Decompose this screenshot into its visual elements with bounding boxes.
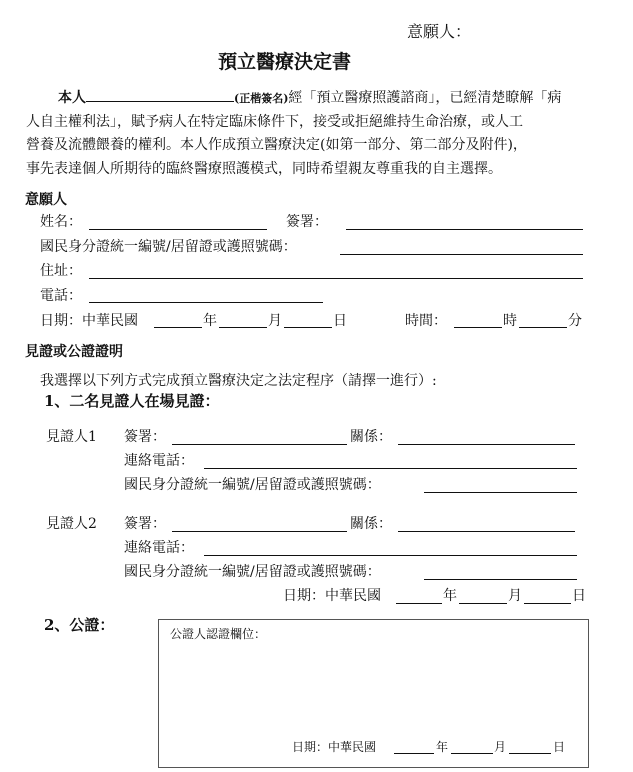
intro-paragraph	[26, 87, 608, 181]
phone-field[interactable]	[89, 302, 323, 303]
intro-line-1: 經「預立醫療照護諮商」，已經清楚瞭解「病	[288, 90, 562, 106]
witness-2-phone-label: 連絡電話：	[124, 540, 194, 556]
notary-box-label: 公證人認證欄位：	[170, 627, 267, 641]
witness-2-relation-label: 關係：	[350, 516, 392, 532]
name-label: 姓名：	[40, 214, 82, 230]
intro-line-4: 事先表達個人所期待的臨終醫療照護模式，同時希望親友尊重我的自主選擇。	[26, 160, 502, 177]
notary-day-field[interactable]	[509, 753, 551, 754]
witness-1-id-label: 國民身分證統一編號/居留證或護照號碼：	[124, 477, 381, 493]
notary-year-label: 年	[436, 740, 449, 754]
witness-2-phone-field[interactable]	[204, 555, 577, 556]
declarant-year-label: 年	[203, 313, 217, 329]
self-label: 本人	[58, 90, 86, 106]
witness-instruction: 我選擇以下列方式完成預立醫療決定之法定程序（請擇一進行）:	[40, 373, 437, 389]
witness-2-signature-label: 簽署：	[124, 516, 166, 532]
hour-field[interactable]	[454, 327, 502, 328]
name-field[interactable]	[89, 229, 267, 230]
signature-note: (正楷簽名)	[234, 92, 289, 105]
witness-1-phone-field[interactable]	[204, 468, 577, 469]
hour-label: 時	[503, 313, 517, 329]
minute-label: 分	[568, 313, 582, 329]
notary-year-field[interactable]	[394, 753, 434, 754]
witness-month-field[interactable]	[459, 603, 507, 604]
declarant-date-label: 日期：中華民國	[40, 313, 138, 329]
declarant-month-label: 月	[268, 313, 282, 329]
self-signature-line[interactable]	[86, 87, 234, 102]
witness-1-label: 見證人1	[46, 429, 97, 445]
page-title: 預立醫療決定書	[218, 51, 352, 73]
witness-2-label: 見證人2	[46, 516, 97, 532]
notary-month-field[interactable]	[451, 753, 493, 754]
declarant-signature-label: 簽署：	[286, 214, 328, 230]
notary-month-label: 月	[494, 740, 507, 754]
address-field[interactable]	[89, 278, 583, 279]
witness-1-id-field[interactable]	[424, 492, 577, 493]
witness-year-label: 年	[443, 588, 457, 604]
minute-field[interactable]	[519, 327, 567, 328]
notary-box[interactable]	[158, 619, 589, 768]
witness-1-signature-field[interactable]	[172, 444, 347, 445]
witness-2-relation-field[interactable]	[398, 531, 575, 532]
declarant-year-field[interactable]	[154, 327, 202, 328]
option-1-heading: 1、二名見證人在場見證：	[44, 392, 220, 410]
declarant-month-field[interactable]	[219, 327, 267, 328]
witness-1-signature-label: 簽署：	[124, 429, 166, 445]
declarant-day-label: 日	[333, 313, 347, 329]
time-label: 時間：	[405, 313, 447, 329]
witness-1-phone-label: 連絡電話：	[124, 453, 194, 469]
address-label: 住址：	[40, 263, 82, 279]
witness-month-label: 月	[508, 588, 522, 604]
witness-date-label: 日期：中華民國	[283, 588, 381, 604]
witness-day-field[interactable]	[524, 603, 571, 604]
witness-heading: 見證或公證證明	[25, 344, 123, 360]
declarant-header-label: 意願人：	[407, 22, 472, 41]
witness-2-id-field[interactable]	[424, 579, 577, 580]
witness-year-field[interactable]	[396, 603, 442, 604]
declarant-heading: 意願人	[25, 192, 67, 208]
declarant-id-label: 國民身分證統一編號/居留證或護照號碼：	[40, 239, 297, 255]
notary-date-label: 日期：中華民國	[292, 740, 377, 754]
declarant-day-field[interactable]	[284, 327, 332, 328]
witness-2-id-label: 國民身分證統一編號/居留證或護照號碼：	[124, 564, 381, 580]
witness-1-relation-label: 關係：	[350, 429, 392, 445]
declarant-id-field[interactable]	[340, 254, 583, 255]
intro-line-3: 營養及流體餵養的權利。本人作成預立醫療決定(如第一部分、第二部分及附件)，	[26, 137, 527, 153]
notary-day-label: 日	[553, 740, 566, 754]
option-2-heading: 2、公證：	[44, 616, 115, 634]
witness-day-label: 日	[572, 588, 586, 604]
witness-2-signature-field[interactable]	[172, 531, 347, 532]
phone-label: 電話：	[40, 288, 82, 304]
declarant-signature-field[interactable]	[346, 229, 583, 230]
intro-line-2: 人自主權利法」，賦予病人在特定臨床條件下，接受或拒絕維持生命治療，或人工	[26, 113, 523, 130]
witness-1-relation-field[interactable]	[398, 444, 575, 445]
